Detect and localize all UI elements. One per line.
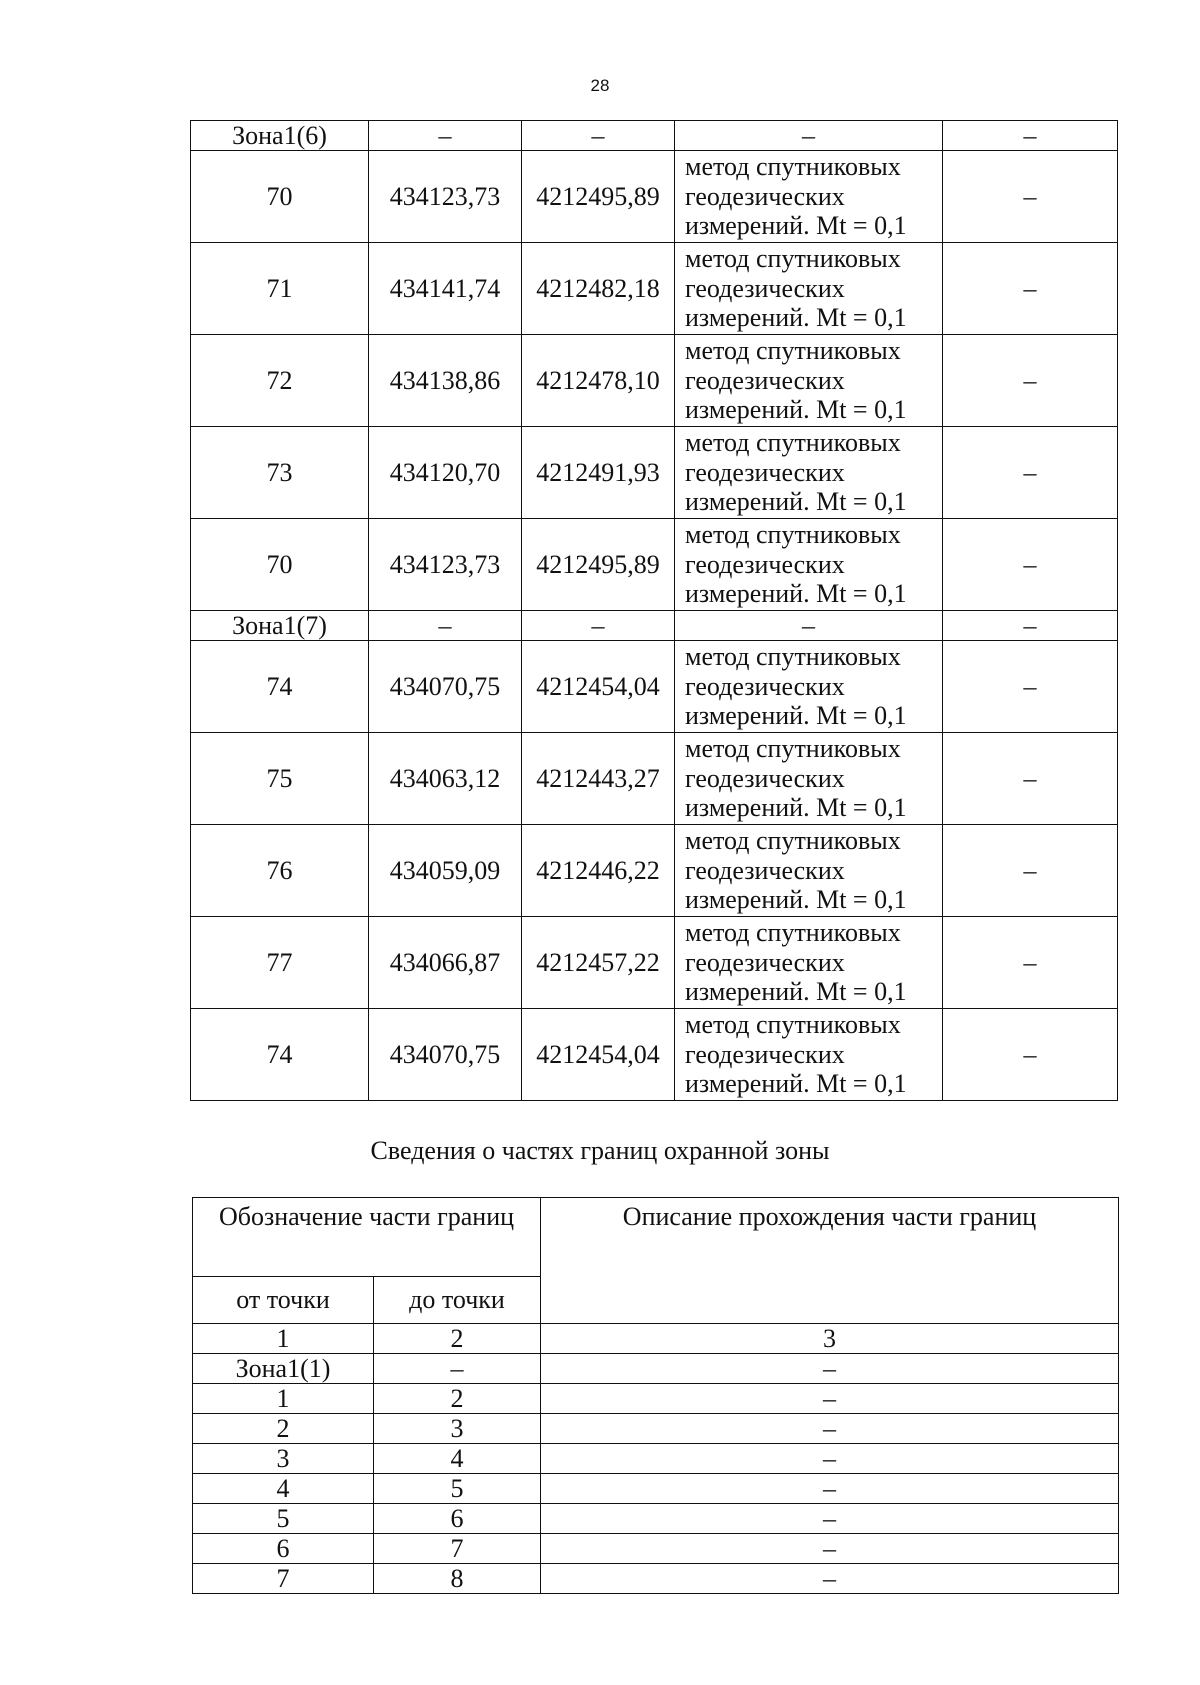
from-point-cell: 6 [193, 1534, 374, 1564]
table-row [193, 1564, 1119, 1594]
table-row [191, 519, 1118, 611]
zone-label-cell: Зона1(6) [191, 121, 369, 151]
method-cell: метод спутниковых геодезических измерений. Mt = 0,1 [675, 151, 943, 243]
section-title: Сведения о частях границ охранной зоны [370, 1136, 830, 1165]
point-number-cell: 74 [191, 1009, 369, 1101]
from-point-cell: 1 [193, 1384, 374, 1414]
notes-cell: – [943, 519, 1118, 611]
y-coordinate-cell: 4212446,22 [522, 825, 675, 917]
to-point-cell: 5 [374, 1474, 541, 1504]
table-row [191, 243, 1118, 335]
y-coordinate-cell: – [522, 611, 675, 641]
method-cell: метод спутниковых геодезических измерений. Mt = 0,1 [675, 519, 943, 611]
notes-cell: – [943, 335, 1118, 427]
description-cell: – [541, 1474, 1119, 1504]
notes-cell: – [943, 733, 1118, 825]
x-coordinate-cell: 434141,74 [369, 243, 522, 335]
zone-row [191, 611, 1118, 641]
point-number-cell: 73 [191, 427, 369, 519]
table-row [193, 1414, 1119, 1444]
method-cell: метод спутниковых геодезических измерений. Mt = 0,1 [675, 917, 943, 1009]
x-coordinate-cell: 434066,87 [369, 917, 522, 1009]
to-point-cell: 2 [374, 1384, 541, 1414]
point-number-cell: 76 [191, 825, 369, 917]
header-row [193, 1198, 1119, 1277]
table-row [191, 427, 1118, 519]
x-coordinate-cell: – [369, 121, 522, 151]
description-cell: – [541, 1564, 1119, 1594]
method-cell: метод спутниковых геодезических измерений. Mt = 0,1 [675, 825, 943, 917]
point-number-cell: 75 [191, 733, 369, 825]
notes-cell: – [943, 611, 1118, 641]
to-point-cell: 8 [374, 1564, 541, 1594]
method-cell: метод спутниковых геодезических измерений. Mt = 0,1 [675, 733, 943, 825]
notes-cell: – [943, 825, 1118, 917]
notes-cell: – [943, 243, 1118, 335]
to-point-cell: 7 [374, 1534, 541, 1564]
table-row [193, 1504, 1119, 1534]
method-cell: – [675, 121, 943, 151]
y-coordinate-cell: 4212454,04 [522, 641, 675, 733]
description-cell: – [541, 1444, 1119, 1474]
from-point-cell: 3 [193, 1444, 374, 1474]
header-part-description: Описание прохождения части границ [541, 1198, 1119, 1324]
description-cell: – [541, 1414, 1119, 1444]
x-coordinate-cell: 434070,75 [369, 1009, 522, 1101]
column-number-row [193, 1324, 1119, 1354]
y-coordinate-cell: 4212478,10 [522, 335, 675, 427]
method-cell: метод спутниковых геодезических измерений. Mt = 0,1 [675, 427, 943, 519]
table-row [193, 1444, 1119, 1474]
y-coordinate-cell: 4212443,27 [522, 733, 675, 825]
table-row [193, 1474, 1119, 1504]
zone-row [191, 121, 1118, 151]
table-row [193, 1534, 1119, 1564]
to-point-cell: 4 [374, 1444, 541, 1474]
notes-cell: – [943, 917, 1118, 1009]
table-row [191, 825, 1118, 917]
table-row [191, 1009, 1118, 1101]
from-point-cell: 2 [193, 1414, 374, 1444]
method-cell: метод спутниковых геодезических измерений. Mt = 0,1 [675, 1009, 943, 1101]
from-point-cell: 1 [193, 1324, 374, 1354]
coordinates-table [190, 120, 1118, 1101]
to-point-cell: 3 [374, 1414, 541, 1444]
method-cell: метод спутниковых геодезических измерений. Mt = 0,1 [675, 335, 943, 427]
from-point-cell: 4 [193, 1474, 374, 1504]
zone-label-cell: Зона1(7) [191, 611, 369, 641]
point-number-cell: 77 [191, 917, 369, 1009]
notes-cell: – [943, 151, 1118, 243]
from-point-cell: Зона1(1) [193, 1354, 374, 1384]
method-cell: метод спутниковых геодезических измерений. Mt = 0,1 [675, 243, 943, 335]
table-row [191, 335, 1118, 427]
x-coordinate-cell: 434123,73 [369, 519, 522, 611]
point-number-cell: 70 [191, 519, 369, 611]
point-number-cell: 71 [191, 243, 369, 335]
method-cell: метод спутниковых геодезических измерений. Mt = 0,1 [675, 641, 943, 733]
notes-cell: – [943, 427, 1118, 519]
from-point-cell: 5 [193, 1504, 374, 1534]
notes-cell: – [943, 641, 1118, 733]
y-coordinate-cell: 4212454,04 [522, 1009, 675, 1101]
x-coordinate-cell: 434123,73 [369, 151, 522, 243]
table-row [193, 1354, 1119, 1384]
table-row [191, 733, 1118, 825]
notes-cell: – [943, 121, 1118, 151]
notes-cell: – [943, 1009, 1118, 1101]
x-coordinate-cell: – [369, 611, 522, 641]
boundary-parts-table [192, 1197, 1119, 1594]
to-point-cell: – [374, 1354, 541, 1384]
x-coordinate-cell: 434070,75 [369, 641, 522, 733]
to-point-cell: 6 [374, 1504, 541, 1534]
table-row [191, 151, 1118, 243]
table-row [191, 641, 1118, 733]
to-point-cell: 2 [374, 1324, 541, 1354]
header-from-point: от точки [193, 1277, 374, 1324]
x-coordinate-cell: 434138,86 [369, 335, 522, 427]
method-cell: – [675, 611, 943, 641]
description-cell: – [541, 1354, 1119, 1384]
y-coordinate-cell: 4212491,93 [522, 427, 675, 519]
point-number-cell: 70 [191, 151, 369, 243]
description-cell: 3 [541, 1324, 1119, 1354]
x-coordinate-cell: 434059,09 [369, 825, 522, 917]
table-row [193, 1384, 1119, 1414]
description-cell: – [541, 1534, 1119, 1564]
table-row [191, 917, 1118, 1009]
x-coordinate-cell: 434120,70 [369, 427, 522, 519]
point-number-cell: 72 [191, 335, 369, 427]
from-point-cell: 7 [193, 1564, 374, 1594]
y-coordinate-cell: 4212457,22 [522, 917, 675, 1009]
header-part-designation: Обозначение части границ [193, 1198, 541, 1277]
header-to-point: до точки [374, 1277, 541, 1324]
y-coordinate-cell: 4212495,89 [522, 151, 675, 243]
description-cell: – [541, 1384, 1119, 1414]
x-coordinate-cell: 434063,12 [369, 733, 522, 825]
description-cell: – [541, 1504, 1119, 1534]
y-coordinate-cell: 4212482,18 [522, 243, 675, 335]
y-coordinate-cell: 4212495,89 [522, 519, 675, 611]
page-number: 28 [590, 76, 610, 95]
y-coordinate-cell: – [522, 121, 675, 151]
point-number-cell: 74 [191, 641, 369, 733]
